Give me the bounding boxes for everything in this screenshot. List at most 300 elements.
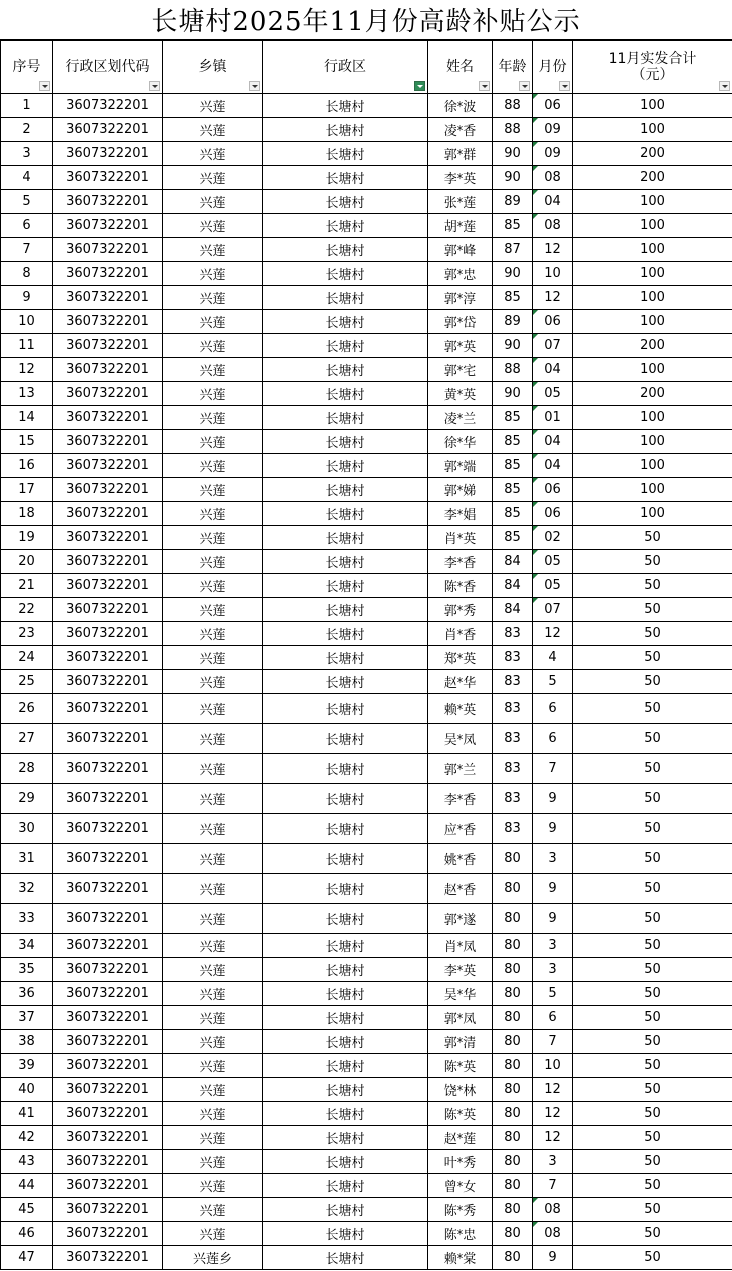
row-amount-cell: 100	[573, 310, 732, 334]
col-header-code: 行政区划代码	[53, 41, 163, 94]
row-month-cell: 09	[533, 142, 573, 166]
row-month-cell: 12	[533, 286, 573, 310]
row-district-cell: 长塘村	[263, 214, 428, 238]
row-district-cell: 长塘村	[263, 754, 428, 784]
row-town-cell: 兴莲	[163, 574, 263, 598]
row-town-cell: 兴莲	[163, 1174, 263, 1198]
col-header-age: 年龄	[493, 41, 533, 94]
row-month-cell: 9	[533, 874, 573, 904]
row-code-cell: 3607322201	[53, 598, 163, 622]
filter-dropdown-icon[interactable]	[249, 81, 260, 91]
row-index-cell: 8	[1, 262, 53, 286]
row-name-cell: 郭*兰	[428, 754, 493, 784]
row-town-cell: 兴莲	[163, 814, 263, 844]
row-code-cell: 3607322201	[53, 526, 163, 550]
row-month-cell: 5	[533, 982, 573, 1006]
row-index-cell: 29	[1, 784, 53, 814]
row-name-cell: 肖*香	[428, 622, 493, 646]
row-code-cell: 3607322201	[53, 646, 163, 670]
row-code-cell: 3607322201	[53, 1102, 163, 1126]
row-name-cell: 吴*凤	[428, 724, 493, 754]
row-amount-cell: 50	[573, 670, 732, 694]
filter-dropdown-icon[interactable]	[559, 81, 570, 91]
row-town-cell: 兴莲	[163, 724, 263, 754]
row-amount-cell: 100	[573, 358, 732, 382]
col-header-town: 乡镇	[163, 41, 263, 94]
row-month-cell: 3	[533, 844, 573, 874]
row-code-cell: 3607322201	[53, 550, 163, 574]
row-town-cell: 兴莲	[163, 478, 263, 502]
row-district-cell: 长塘村	[263, 1246, 428, 1270]
row-town-cell: 兴莲	[163, 310, 263, 334]
table-row	[1, 94, 732, 118]
row-town-cell: 兴莲	[163, 262, 263, 286]
row-index-cell: 25	[1, 670, 53, 694]
row-age-cell: 87	[493, 238, 533, 262]
row-index-cell: 32	[1, 874, 53, 904]
row-name-cell: 郭*峰	[428, 238, 493, 262]
row-district-cell: 长塘村	[263, 1174, 428, 1198]
row-amount-cell: 50	[573, 1102, 732, 1126]
row-age-cell: 90	[493, 166, 533, 190]
row-month-cell: 7	[533, 1174, 573, 1198]
row-month-cell: 12	[533, 1078, 573, 1102]
row-district-cell: 长塘村	[263, 598, 428, 622]
row-month-cell: 3	[533, 1150, 573, 1174]
table-row	[1, 1174, 732, 1198]
row-district-cell: 长塘村	[263, 430, 428, 454]
row-district-cell: 长塘村	[263, 622, 428, 646]
row-name-cell: 郑*英	[428, 646, 493, 670]
filter-dropdown-icon[interactable]	[519, 81, 530, 91]
row-district-cell: 长塘村	[263, 550, 428, 574]
row-month-cell: 06	[533, 94, 573, 118]
row-age-cell: 83	[493, 754, 533, 784]
row-amount-cell: 50	[573, 982, 732, 1006]
row-district-cell: 长塘村	[263, 874, 428, 904]
row-amount-cell: 50	[573, 694, 732, 724]
table-row	[1, 550, 732, 574]
row-code-cell: 3607322201	[53, 1054, 163, 1078]
row-index-cell: 37	[1, 1006, 53, 1030]
table-row	[1, 1054, 732, 1078]
row-district-cell: 长塘村	[263, 1054, 428, 1078]
row-town-cell: 兴莲	[163, 1222, 263, 1246]
row-town-cell: 兴莲	[163, 94, 263, 118]
row-district-cell: 长塘村	[263, 814, 428, 844]
row-town-cell: 兴莲	[163, 622, 263, 646]
row-index-cell: 34	[1, 934, 53, 958]
row-code-cell: 3607322201	[53, 382, 163, 406]
row-town-cell: 兴莲	[163, 958, 263, 982]
row-code-cell: 3607322201	[53, 214, 163, 238]
row-index-cell: 11	[1, 334, 53, 358]
row-month-cell: 08	[533, 1222, 573, 1246]
row-name-cell: 陈*香	[428, 574, 493, 598]
row-town-cell: 兴莲	[163, 694, 263, 724]
row-index-cell: 19	[1, 526, 53, 550]
row-amount-cell: 100	[573, 430, 732, 454]
table-row	[1, 526, 732, 550]
row-name-cell: 郭*淳	[428, 286, 493, 310]
row-amount-cell: 100	[573, 478, 732, 502]
filter-dropdown-icon[interactable]	[149, 81, 160, 91]
table-row	[1, 934, 732, 958]
table-row	[1, 406, 732, 430]
row-district-cell: 长塘村	[263, 574, 428, 598]
row-name-cell: 郭*端	[428, 454, 493, 478]
row-district-cell: 长塘村	[263, 724, 428, 754]
row-name-cell: 胡*莲	[428, 214, 493, 238]
row-code-cell: 3607322201	[53, 754, 163, 784]
row-name-cell: 饶*林	[428, 1078, 493, 1102]
filter-dropdown-icon[interactable]	[719, 81, 730, 91]
row-index-cell: 17	[1, 478, 53, 502]
row-town-cell: 兴莲	[163, 526, 263, 550]
row-town-cell: 兴莲	[163, 598, 263, 622]
row-town-cell: 兴莲	[163, 646, 263, 670]
row-town-cell: 兴莲	[163, 358, 263, 382]
row-index-cell: 38	[1, 1030, 53, 1054]
row-index-cell: 9	[1, 286, 53, 310]
row-amount-cell: 100	[573, 118, 732, 142]
row-name-cell: 李*英	[428, 958, 493, 982]
row-index-cell: 40	[1, 1078, 53, 1102]
row-code-cell: 3607322201	[53, 1198, 163, 1222]
row-name-cell: 郭*忠	[428, 262, 493, 286]
table-row	[1, 382, 732, 406]
row-age-cell: 80	[493, 934, 533, 958]
row-town-cell: 兴莲	[163, 982, 263, 1006]
row-month-cell: 06	[533, 502, 573, 526]
row-age-cell: 90	[493, 334, 533, 358]
row-amount-cell: 100	[573, 406, 732, 430]
row-month-cell: 5	[533, 670, 573, 694]
row-name-cell: 陈*英	[428, 1054, 493, 1078]
row-month-cell: 6	[533, 694, 573, 724]
row-name-cell: 张*莲	[428, 190, 493, 214]
row-name-cell: 李*娼	[428, 502, 493, 526]
row-town-cell: 兴莲	[163, 406, 263, 430]
row-code-cell: 3607322201	[53, 1126, 163, 1150]
row-town-cell: 兴莲	[163, 1198, 263, 1222]
table-row	[1, 958, 732, 982]
row-index-cell: 24	[1, 646, 53, 670]
row-town-cell: 兴莲	[163, 382, 263, 406]
row-index-cell: 7	[1, 238, 53, 262]
row-month-cell: 4	[533, 646, 573, 670]
table-row	[1, 724, 732, 754]
table-row	[1, 214, 732, 238]
row-name-cell: 吴*华	[428, 982, 493, 1006]
row-amount-cell: 100	[573, 454, 732, 478]
row-code-cell: 3607322201	[53, 904, 163, 934]
row-code-cell: 3607322201	[53, 934, 163, 958]
table-row	[1, 166, 732, 190]
row-code-cell: 3607322201	[53, 1006, 163, 1030]
row-name-cell: 郭*娣	[428, 478, 493, 502]
row-code-cell: 3607322201	[53, 94, 163, 118]
row-name-cell: 黄*英	[428, 382, 493, 406]
table-row	[1, 844, 732, 874]
row-age-cell: 89	[493, 190, 533, 214]
row-month-cell: 04	[533, 190, 573, 214]
row-index-cell: 45	[1, 1198, 53, 1222]
row-code-cell: 3607322201	[53, 454, 163, 478]
row-district-cell: 长塘村	[263, 646, 428, 670]
row-amount-cell: 50	[573, 1174, 732, 1198]
row-index-cell: 44	[1, 1174, 53, 1198]
row-age-cell: 80	[493, 1246, 533, 1270]
filter-active-icon[interactable]	[414, 81, 425, 91]
row-district-cell: 长塘村	[263, 286, 428, 310]
row-code-cell: 3607322201	[53, 430, 163, 454]
row-district-cell: 长塘村	[263, 238, 428, 262]
row-month-cell: 04	[533, 454, 573, 478]
row-age-cell: 80	[493, 1222, 533, 1246]
row-town-cell: 兴莲	[163, 166, 263, 190]
row-amount-cell: 50	[573, 874, 732, 904]
row-age-cell: 90	[493, 142, 533, 166]
row-index-cell: 13	[1, 382, 53, 406]
row-district-cell: 长塘村	[263, 1198, 428, 1222]
row-district-cell: 长塘村	[263, 1102, 428, 1126]
row-code-cell: 3607322201	[53, 502, 163, 526]
row-amount-cell: 50	[573, 1222, 732, 1246]
row-amount-cell: 50	[573, 1198, 732, 1222]
row-month-cell: 6	[533, 724, 573, 754]
row-town-cell: 兴莲	[163, 190, 263, 214]
row-name-cell: 凌*兰	[428, 406, 493, 430]
table-row	[1, 874, 732, 904]
row-name-cell: 赖*英	[428, 694, 493, 724]
row-age-cell: 88	[493, 358, 533, 382]
row-amount-cell: 50	[573, 1030, 732, 1054]
row-age-cell: 85	[493, 214, 533, 238]
row-district-cell: 长塘村	[263, 1222, 428, 1246]
row-month-cell: 08	[533, 166, 573, 190]
row-town-cell: 兴莲	[163, 502, 263, 526]
row-month-cell: 9	[533, 1246, 573, 1270]
row-town-cell: 兴莲	[163, 1054, 263, 1078]
row-code-cell: 3607322201	[53, 1150, 163, 1174]
row-age-cell: 85	[493, 286, 533, 310]
row-town-cell: 兴莲	[163, 430, 263, 454]
row-code-cell: 3607322201	[53, 286, 163, 310]
row-code-cell: 3607322201	[53, 844, 163, 874]
row-month-cell: 05	[533, 574, 573, 598]
row-age-cell: 83	[493, 694, 533, 724]
row-code-cell: 3607322201	[53, 784, 163, 814]
row-month-cell: 04	[533, 358, 573, 382]
row-month-cell: 9	[533, 784, 573, 814]
row-age-cell: 80	[493, 1078, 533, 1102]
row-name-cell: 郭*英	[428, 334, 493, 358]
row-age-cell: 80	[493, 874, 533, 904]
row-name-cell: 徐*华	[428, 430, 493, 454]
row-name-cell: 曾*女	[428, 1174, 493, 1198]
table-row	[1, 904, 732, 934]
table-row	[1, 574, 732, 598]
row-name-cell: 徐*波	[428, 94, 493, 118]
row-age-cell: 80	[493, 1126, 533, 1150]
row-code-cell: 3607322201	[53, 478, 163, 502]
row-town-cell: 兴莲	[163, 670, 263, 694]
row-code-cell: 3607322201	[53, 958, 163, 982]
subsidy-table	[0, 40, 732, 1270]
filter-dropdown-icon[interactable]	[39, 81, 50, 91]
row-code-cell: 3607322201	[53, 358, 163, 382]
row-amount-cell: 50	[573, 1150, 732, 1174]
row-index-cell: 28	[1, 754, 53, 784]
row-index-cell: 30	[1, 814, 53, 844]
table-row	[1, 358, 732, 382]
row-amount-cell: 50	[573, 1078, 732, 1102]
row-code-cell: 3607322201	[53, 334, 163, 358]
row-district-cell: 长塘村	[263, 670, 428, 694]
row-amount-cell: 200	[573, 166, 732, 190]
row-age-cell: 83	[493, 646, 533, 670]
row-name-cell: 李*香	[428, 550, 493, 574]
row-name-cell: 肖*凤	[428, 934, 493, 958]
row-town-cell: 兴莲	[163, 454, 263, 478]
row-age-cell: 80	[493, 844, 533, 874]
row-index-cell: 15	[1, 430, 53, 454]
row-month-cell: 9	[533, 814, 573, 844]
row-code-cell: 3607322201	[53, 238, 163, 262]
row-age-cell: 83	[493, 784, 533, 814]
row-town-cell: 兴莲	[163, 286, 263, 310]
col-header-name: 姓名	[428, 41, 493, 94]
row-code-cell: 3607322201	[53, 190, 163, 214]
row-age-cell: 85	[493, 478, 533, 502]
row-age-cell: 80	[493, 1054, 533, 1078]
row-index-cell: 6	[1, 214, 53, 238]
row-month-cell: 04	[533, 430, 573, 454]
row-index-cell: 31	[1, 844, 53, 874]
row-code-cell: 3607322201	[53, 982, 163, 1006]
row-amount-cell: 50	[573, 598, 732, 622]
row-name-cell: 赵*华	[428, 670, 493, 694]
row-name-cell: 郭*岱	[428, 310, 493, 334]
row-amount-cell: 50	[573, 1006, 732, 1030]
row-town-cell: 兴莲乡	[163, 1246, 263, 1270]
row-index-cell: 14	[1, 406, 53, 430]
table-row	[1, 1102, 732, 1126]
row-amount-cell: 50	[573, 904, 732, 934]
row-district-cell: 长塘村	[263, 310, 428, 334]
row-age-cell: 80	[493, 1198, 533, 1222]
table-row	[1, 1006, 732, 1030]
table-row	[1, 430, 732, 454]
row-index-cell: 26	[1, 694, 53, 724]
row-district-cell: 长塘村	[263, 382, 428, 406]
row-age-cell: 83	[493, 622, 533, 646]
row-index-cell: 41	[1, 1102, 53, 1126]
row-district-cell: 长塘村	[263, 958, 428, 982]
row-district-cell: 长塘村	[263, 358, 428, 382]
row-age-cell: 83	[493, 814, 533, 844]
row-amount-cell: 50	[573, 646, 732, 670]
row-amount-cell: 100	[573, 94, 732, 118]
row-town-cell: 兴莲	[163, 1030, 263, 1054]
row-age-cell: 80	[493, 904, 533, 934]
row-index-cell: 10	[1, 310, 53, 334]
row-town-cell: 兴莲	[163, 1006, 263, 1030]
row-month-cell: 08	[533, 214, 573, 238]
row-code-cell: 3607322201	[53, 406, 163, 430]
row-amount-cell: 50	[573, 550, 732, 574]
row-age-cell: 90	[493, 262, 533, 286]
row-code-cell: 3607322201	[53, 262, 163, 286]
table-row	[1, 754, 732, 784]
row-age-cell: 80	[493, 982, 533, 1006]
row-code-cell: 3607322201	[53, 1174, 163, 1198]
row-month-cell: 05	[533, 550, 573, 574]
row-month-cell: 9	[533, 904, 573, 934]
header-row	[1, 41, 732, 94]
row-code-cell: 3607322201	[53, 310, 163, 334]
row-district-cell: 长塘村	[263, 142, 428, 166]
row-index-cell: 36	[1, 982, 53, 1006]
table-row	[1, 142, 732, 166]
row-month-cell: 09	[533, 118, 573, 142]
table-row	[1, 646, 732, 670]
row-code-cell: 3607322201	[53, 622, 163, 646]
row-amount-cell: 100	[573, 502, 732, 526]
row-month-cell: 12	[533, 1102, 573, 1126]
row-amount-cell: 50	[573, 844, 732, 874]
row-index-cell: 42	[1, 1126, 53, 1150]
col-header-district: 行政区	[263, 41, 428, 94]
row-name-cell: 陈*忠	[428, 1222, 493, 1246]
row-age-cell: 83	[493, 670, 533, 694]
row-district-cell: 长塘村	[263, 118, 428, 142]
row-amount-cell: 100	[573, 286, 732, 310]
row-town-cell: 兴莲	[163, 784, 263, 814]
row-district-cell: 长塘村	[263, 904, 428, 934]
row-month-cell: 07	[533, 598, 573, 622]
row-name-cell: 应*香	[428, 814, 493, 844]
row-code-cell: 3607322201	[53, 166, 163, 190]
row-name-cell: 赵*香	[428, 874, 493, 904]
row-index-cell: 39	[1, 1054, 53, 1078]
row-district-cell: 长塘村	[263, 982, 428, 1006]
row-amount-cell: 100	[573, 214, 732, 238]
row-index-cell: 20	[1, 550, 53, 574]
row-month-cell: 07	[533, 334, 573, 358]
row-age-cell: 80	[493, 958, 533, 982]
row-amount-cell: 50	[573, 754, 732, 784]
table-row	[1, 814, 732, 844]
row-code-cell: 3607322201	[53, 118, 163, 142]
row-town-cell: 兴莲	[163, 334, 263, 358]
row-town-cell: 兴莲	[163, 844, 263, 874]
table-row	[1, 286, 732, 310]
row-age-cell: 84	[493, 574, 533, 598]
row-index-cell: 23	[1, 622, 53, 646]
row-code-cell: 3607322201	[53, 574, 163, 598]
table-row	[1, 670, 732, 694]
row-index-cell: 33	[1, 904, 53, 934]
row-district-cell: 长塘村	[263, 454, 428, 478]
row-amount-cell: 100	[573, 262, 732, 286]
filter-dropdown-icon[interactable]	[479, 81, 490, 91]
row-index-cell: 22	[1, 598, 53, 622]
row-district-cell: 长塘村	[263, 406, 428, 430]
row-district-cell: 长塘村	[263, 190, 428, 214]
row-name-cell: 郭*宅	[428, 358, 493, 382]
